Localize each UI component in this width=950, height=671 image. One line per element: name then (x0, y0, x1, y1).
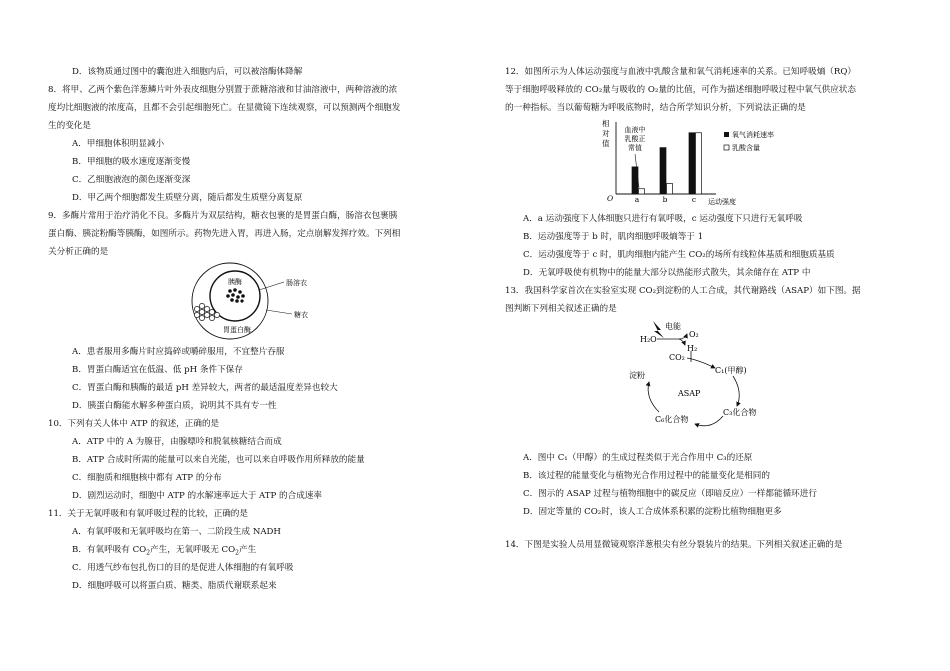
y-axis-title (602, 118, 610, 148)
q11-option-b: B．有氧呼吸有 $CO_2$产生，无氧呼吸无 $CO_2$产生 (72, 545, 257, 557)
enteric-coat-label: 肠溶衣 (286, 279, 307, 287)
category-labels (635, 195, 696, 204)
q13-stem-line1: 13．我国科学家首次在实验室实现 CO₂到淀粉的人工合成，其代谢路线（ASAP）如下图。据 (505, 286, 861, 296)
oxygen-bar-a (632, 167, 638, 194)
legend-lactate-label: 乳酸含量 (732, 144, 760, 152)
reference-label-line-2: 乳酸正 (624, 135, 646, 143)
ylabel-char-3: 值 (602, 139, 610, 148)
origin-label: O (607, 194, 614, 203)
q8-stem-line3: 生的变化是 (48, 121, 91, 131)
legend-lactate-swatch (724, 145, 729, 150)
q13-stem-line2: 图判断下列相关叙述正确的是 (505, 304, 617, 314)
q10-option-d: D．剧烈运动时，细胞中 ATP 的水解速率远大于 ATP 的合成速率 (72, 491, 322, 501)
h2o-label: H₂O (640, 335, 657, 344)
starch-label: 淀粉 (629, 371, 645, 380)
category-label-c: c (691, 195, 697, 204)
c6-compound-label: C₆化合物 (655, 415, 689, 424)
cycle-arc-right (733, 376, 739, 406)
category-label-b: b (662, 195, 668, 204)
q7-option-d: D．该物质通过图中的囊泡进入细胞内后，可以被溶酶体降解 (72, 67, 303, 77)
q11-stem: 11．关于无氧呼吸和有氧呼吸过程的比较，正确的是 (48, 509, 248, 519)
h2-label: H₂ (687, 344, 698, 353)
asap-label: ASAP (678, 389, 701, 398)
q13-option-c: C．图示的 ASAP 过程与植物细胞中的碳反应（即暗反应）一样都能循环进行 (523, 489, 817, 499)
q8-stem-line2: 度均比细胞液的浓度高，且都不会引起细胞死亡。在显微镜下连续观察，可以预测两个细胞发 (48, 103, 401, 113)
lactate-bar-c (696, 133, 702, 194)
q10-option-b: B．ATP 合成时所需的能量可以来自光能，也可以来自呼吸作用所释放的能量 (72, 455, 365, 465)
c1-methanol-label: C₁(甲醇) (715, 366, 747, 375)
q12-option-a: A．a 运动强度下人体细胞只进行有氧呼吸，c 运动强度下只进行无氧呼吸 (523, 214, 803, 224)
q9-option-a: A．患者服用多酶片时应捣碎或嚼碎服用，不宜整片吞服 (72, 347, 285, 357)
lactate-bar-a (639, 189, 645, 194)
reference-label-line-1: 血液中 (624, 126, 646, 134)
reference-label-line-3: 常值 (628, 144, 642, 152)
q12-option-c: C．运动强度等于 c 时，肌肉细胞内能产生 CO₂的场所有线粒体基质和细胞质基质 (523, 250, 835, 260)
xlabel: 运动强度 (708, 198, 736, 206)
cycle-arc-left (648, 382, 659, 412)
c3-compound-label: C₃化合物 (723, 408, 757, 417)
q9-stem-line1: 9．多酶片常用于治疗消化不良。多酶片为双层结构，糖衣包裹的是胃蛋白酶，肠溶衣包裹胰 (48, 211, 398, 221)
tablet-diagram (180, 262, 350, 340)
q10-stem: 10．下列有关人体中 ATP 的叙述，正确的是 (48, 419, 220, 429)
q12-option-d: D．无氧呼吸使有机物中的能量大部分以热能形式散失，其余储存在 ATP 中 (523, 268, 811, 278)
oxygen-bar-c (689, 133, 695, 194)
q8-option-a: A．甲细胞体积明显减小 (72, 139, 165, 149)
q9-stem-line2: 蛋白酶、胰淀粉酶等胰酶，如图所示。药物先进入胃，再进入肠，定点崩解发挥疗效。下列相 (48, 229, 401, 239)
ylabel-char-2: 对 (602, 129, 610, 138)
category-label-a: a (634, 195, 640, 204)
q12-stem-line1: 12．如图所示为人体运动强度与血液中乳酸含量和氧气消耗速率的关系。已知呼吸熵（RQ） (505, 67, 857, 77)
cycle-arc-bottom (695, 416, 723, 426)
q12-option-b: B．运动强度等于 b 时，肌肉细胞呼吸熵等于 1 (523, 232, 704, 242)
q13-option-d: D．固定等量的 CO₂时，该人工合成体系积累的淀粉比植物细胞更多 (523, 507, 782, 517)
q11-option-d: D．细胞呼吸可以将蛋白质、糖类、脂质代谢联系起来 (72, 581, 277, 591)
q11-option-c: C．用透气纱布包扎伤口的目的是促进人体细胞的有氧呼吸 (72, 563, 294, 573)
q8-stem-line1: 8．将甲、乙两个紫色洋葱鳞片叶外表皮细胞分别置于蔗糖溶液和甘油溶液中，两种溶液的浓 (48, 85, 398, 95)
q9-stem-line3: 关分析正确的是 (48, 247, 109, 257)
sugar-coat-label: 糖衣 (294, 311, 308, 319)
q8-option-b: B．甲细胞的吸水速度逐渐变慢 (72, 157, 191, 167)
o2-label: O₂ (689, 330, 699, 339)
legend-oxygen-label: 氧气消耗速率 (732, 131, 774, 139)
q8-option-c: C．乙细胞液泡的颜色逐渐变深 (72, 175, 191, 185)
electric-energy-label: 电能 (665, 322, 681, 331)
asap-pathway-diagram (615, 318, 785, 446)
oxygen-bar-b (660, 148, 666, 194)
q9-option-d: D．胰蛋白酶能水解多种蛋白质，说明其不具有专一性 (72, 401, 277, 411)
q12-stem-line2: 等于细胞呼吸释放的 CO₂量与吸收的 O₂量的比值，可作为描述细胞呼吸过程中氧气供应状态 (505, 85, 856, 95)
q9-option-b: B．胃蛋白酶适宜在低温、低 pH 条件下保存 (72, 365, 243, 375)
q9-option-c: C．胃蛋白酶和胰酶的最适 pH 差异较大，两者的最适温度差异也较大 (72, 383, 338, 393)
ylabel-char-1: 相 (602, 119, 610, 128)
q13-option-a: A．图中 C₁（甲醇）的生成过程类似于光合作用中 C₃的还原 (523, 453, 753, 463)
lactate-bar-b (667, 184, 673, 195)
q13-option-b: B．该过程的能量变化与植物光合作用过程中的能量变化是相同的 (523, 471, 770, 481)
q10-option-a: A．ATP 中的 A 为腺苷，由腺嘌呤和脱氧核糖结合而成 (72, 437, 282, 447)
legend-oxygen-swatch (724, 132, 729, 137)
q12-stem-line3: 的一种指标。当以葡萄糖为呼吸底物时，结合所学知识分析，下列说法正确的是 (505, 103, 806, 113)
pancreatic-enzyme-label: 胰酶 (228, 278, 242, 286)
q11-option-a: A．有氧呼吸和无氧呼吸均在第一、二阶段生成 NADH (72, 527, 281, 537)
q8-option-d: D．甲乙两个细胞都发生质壁分离，随后都发生质壁分离复原 (72, 193, 303, 203)
q12-bar-chart (598, 118, 774, 208)
q14-stem: 14．下图是实验人员用显微镜观察洋葱根尖有丝分裂装片的结果。下列相关叙述正确的是 (505, 540, 843, 550)
pepsin-label: 胃蛋白酶 (223, 326, 251, 334)
co2-label: CO₂ (669, 353, 685, 362)
q10-option-c: C．细胞质和细胞核中都有 ATP 的分布 (72, 473, 222, 483)
legend (724, 130, 774, 152)
